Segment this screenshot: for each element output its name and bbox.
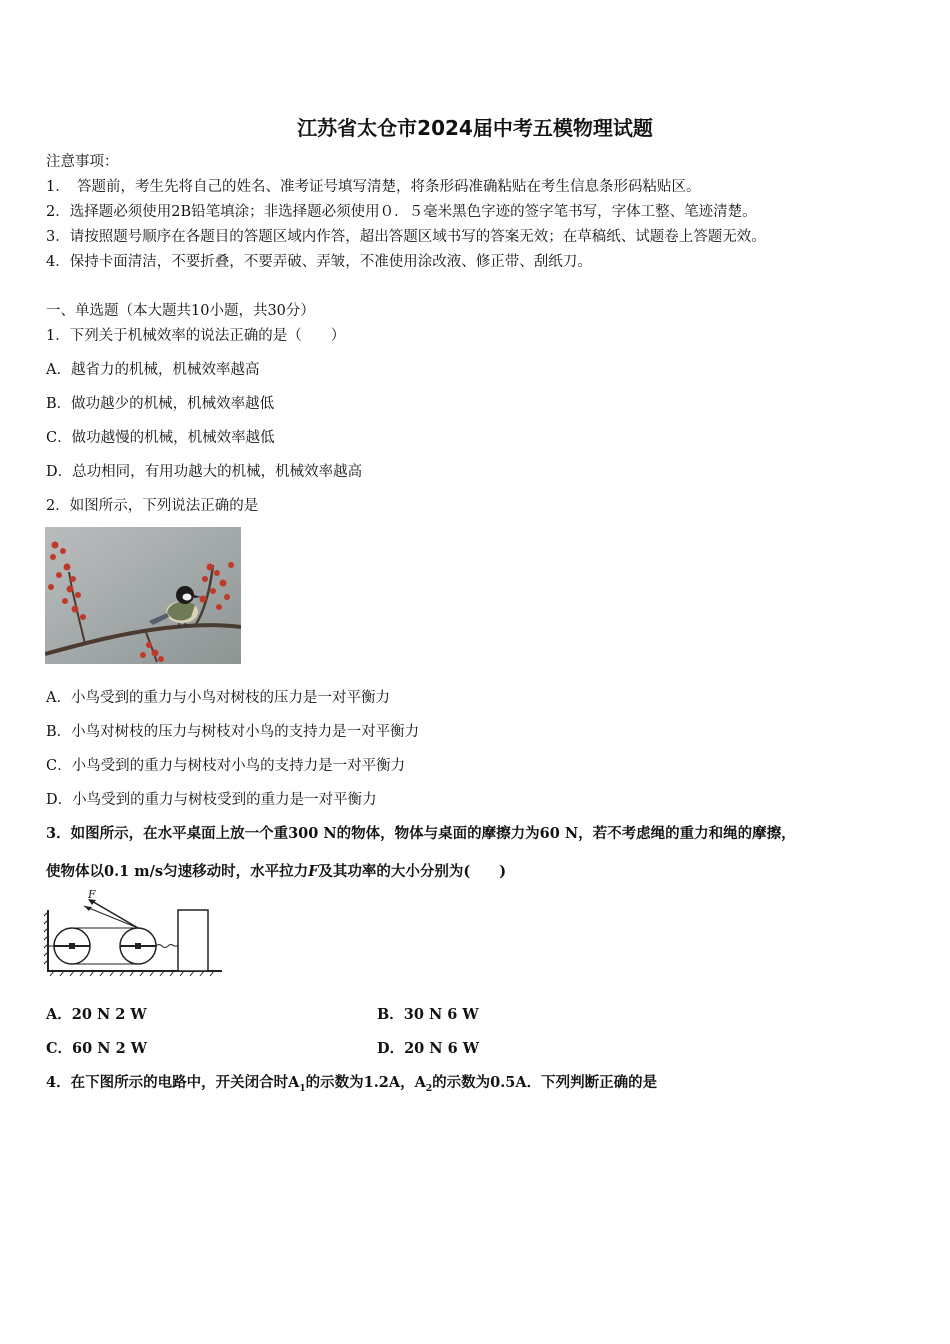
question-2-stem: 2．如图所示，下列说法正确的是 [46,498,259,514]
notice-item-2: 2．选择题必须使用2B铅笔填涂；非选择题必须使用０．５毫米黑色字迹的签字笔书写，字体工整、笔迹清楚。 [46,204,757,220]
pulley-diagram [44,890,226,978]
section-heading: 一、单选题（本大题共10小题，共30分） [46,303,315,319]
question-4-stem: 4．在下图所示的电路中，开关闭合时$A_1$的示数为1.2A，$A_2$的示数为0.5A．下列判断正确的是 [46,1074,658,1094]
question-1-option-d: D．总功相同，有用功越大的机械，机械效率越高 [46,464,363,480]
notice-heading: 注意事项： [46,154,119,170]
question-2-option-b: B．小鸟对树枝的压力与树枝对小鸟的支持力是一对平衡力 [46,724,420,740]
question-3-stem-line1: 3．如图所示，在水平桌面上放一个重300 N的物体，物体与桌面的摩擦力为60 N，若不考虑绳的重力和绳的摩擦， [46,825,796,842]
question-3-option-a: A．20 N 2 W [46,1006,147,1023]
question-3-stem-line2: 使物体以0.1 m/s匀速移动时，水平拉力F及其功率的大小分别为( ) [46,863,507,880]
page-title: 江苏省太仓市2024届中考五模物理试题 [297,116,653,140]
question-3-option-d: D．20 N 6 W [377,1040,480,1057]
question-1-option-c: C．做功越慢的机械，机械效率越低 [46,430,275,446]
question-2-option-d: D．小鸟受到的重力与树枝受到的重力是一对平衡力 [46,792,377,808]
notice-item-1: 1． 答题前，考生先将自己的姓名、准考证号填写清楚，将条形码准确粘贴在考生信息条形码粘贴区。 [46,179,701,195]
question-1-option-a: A．越省力的机械，机械效率越高 [46,362,260,378]
question-1-stem: 1．下列关于机械效率的说法正确的是（ ） [46,328,346,344]
question-1-option-b: B．做功越少的机械，机械效率越低 [46,396,275,412]
bird-on-branch-image [45,527,241,664]
question-2-option-a: A．小鸟受到的重力与小鸟对树枝的压力是一对平衡力 [46,690,390,706]
notice-item-4: 4．保持卡面清洁，不要折叠，不要弄破、弄皱，不准使用涂改液、修正带、刮纸刀。 [46,254,592,270]
question-2-option-c: C．小鸟受到的重力与树枝对小鸟的支持力是一对平衡力 [46,758,406,774]
question-3-option-b: B．30 N 6 W [377,1006,479,1023]
question-3-option-c: C．60 N 2 W [46,1040,147,1057]
notice-item-3: 3．请按照题号顺序在各题目的答题区域内作答，超出答题区域书写的答案无效；在草稿纸、试题卷上答题无效。 [46,229,766,245]
force-label: F [88,890,96,901]
